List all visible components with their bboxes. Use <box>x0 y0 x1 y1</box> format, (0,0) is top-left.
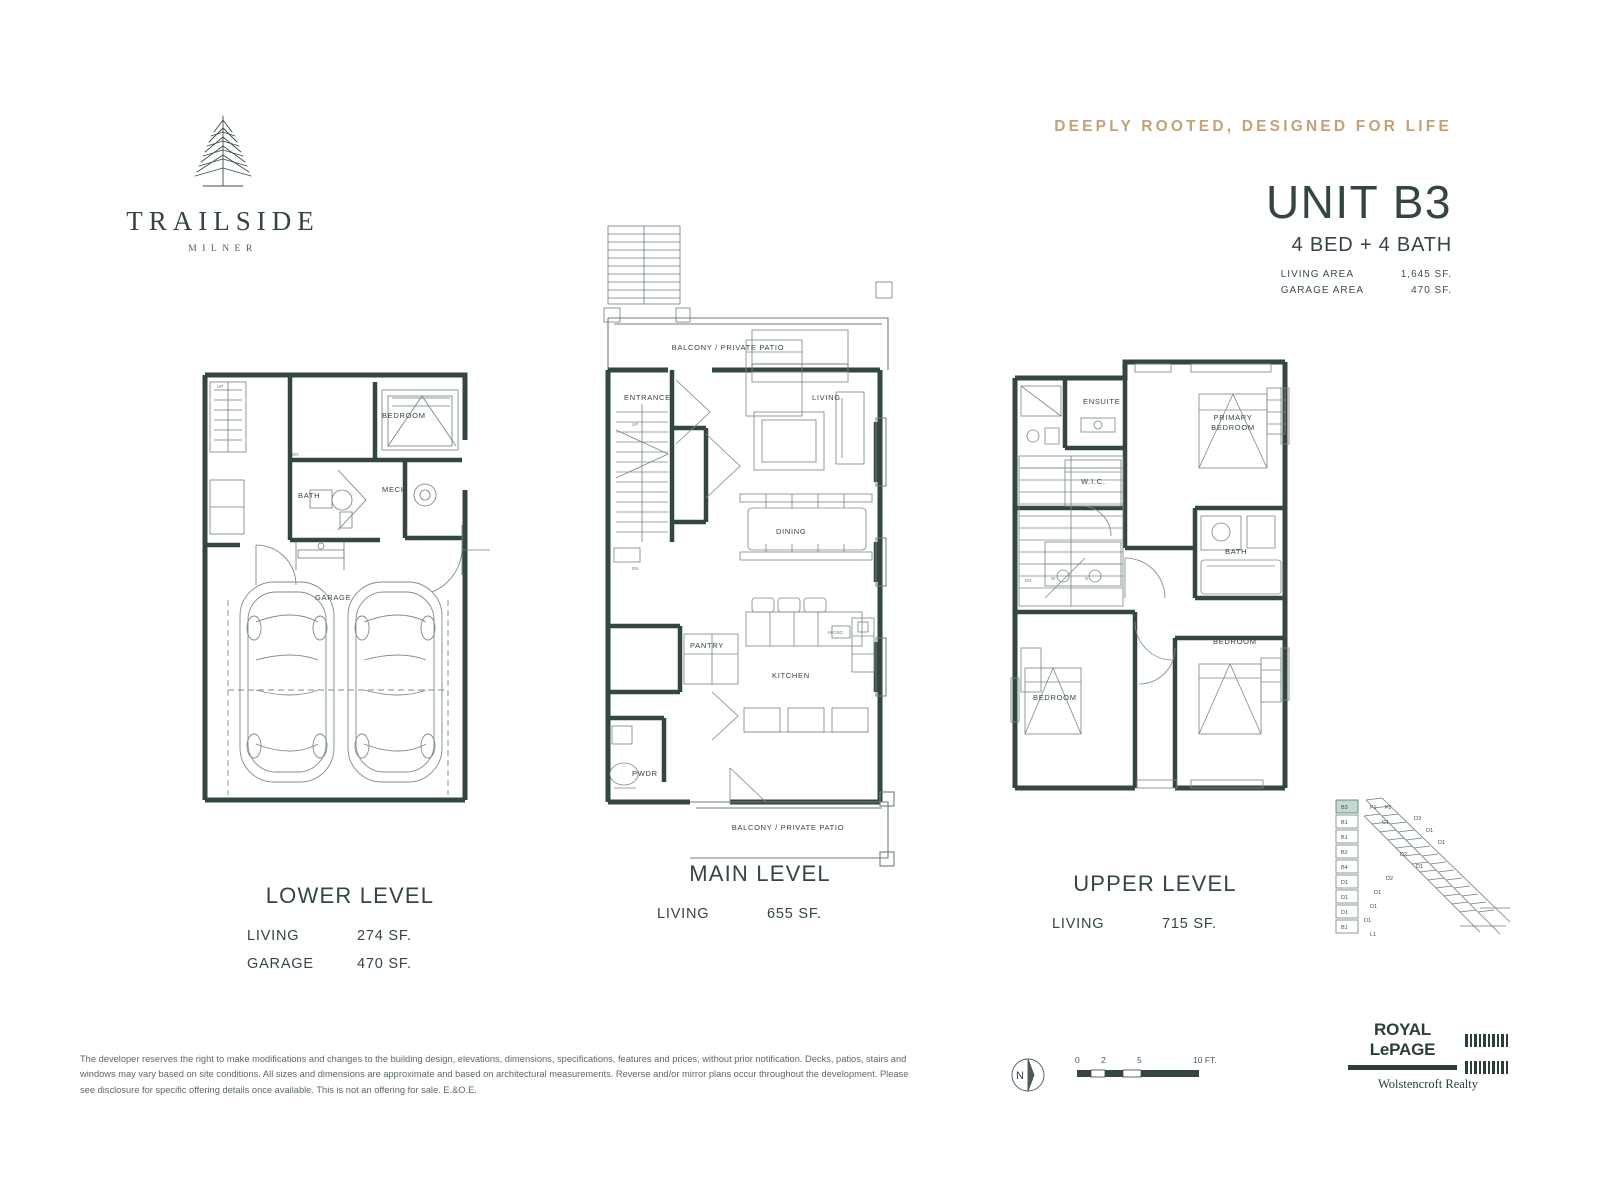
svg-text:D1: D1 <box>1438 840 1446 846</box>
svg-text:D2: D2 <box>1386 876 1394 882</box>
room-label-entrance: ENTRANCE <box>624 393 671 402</box>
room-label-balcony-top: BALCONY / PRIVATE PATIO <box>671 343 785 352</box>
svg-text:B2: B2 <box>1341 850 1348 856</box>
room-label-bedroom-left: BEDROOM <box>1033 693 1077 702</box>
upper-level-caption <box>985 871 1325 939</box>
brokerage-logo <box>1348 1020 1508 1092</box>
svg-text:L1: L1 <box>1370 932 1377 938</box>
brand-name: TRAILSIDE <box>126 206 320 236</box>
stat-label: LIVING <box>247 928 300 944</box>
svg-text:UP: UP <box>632 422 639 427</box>
room-label-ensuite: ENSUITE <box>1083 397 1121 406</box>
brokerage-subtitle: Wolstencroft Realty <box>1377 1077 1478 1091</box>
room-label-primary: PRIMARY <box>1213 413 1253 422</box>
svg-text:B3: B3 <box>1341 805 1348 811</box>
brokerage-name: ROYAL LePAGE <box>1369 1020 1436 1059</box>
svg-text:D1: D1 <box>1364 918 1372 924</box>
stat-label: GARAGE <box>247 955 314 972</box>
brokerage-bars-icon <box>1465 1034 1508 1047</box>
area-summary <box>1281 267 1452 298</box>
room-label-bedroom-right: BEDROOM <box>1213 637 1257 646</box>
plan-lower-level <box>170 360 530 978</box>
svg-text:MICRO: MICRO <box>828 630 843 635</box>
brand-subtitle: MILNER <box>188 244 258 254</box>
room-label-bath: BATH <box>1225 547 1248 556</box>
area-label: LIVING AREA <box>1280 269 1354 281</box>
upper-level-drawing <box>985 348 1325 818</box>
compass-label: N <box>1016 1070 1024 1082</box>
lower-level-caption <box>170 883 530 978</box>
lower-level-drawing <box>170 360 530 820</box>
scale-bar-graphic <box>1075 1067 1225 1081</box>
main-level-caption <box>580 861 940 929</box>
svg-text:D1: D1 <box>1341 895 1349 901</box>
svg-text:D1: D1 <box>1370 904 1378 910</box>
lower-level-stat <box>170 923 530 951</box>
upper-level-title: UPPER LEVEL <box>1073 871 1237 896</box>
area-label: GARAGE AREA <box>1280 284 1364 296</box>
scale-tick: 2 <box>1101 1055 1106 1065</box>
svg-text:B4: B4 <box>1341 865 1348 871</box>
svg-text:DN: DN <box>1025 578 1032 583</box>
main-level-title: MAIN LEVEL <box>689 861 831 886</box>
main-level-drawing <box>580 222 940 832</box>
svg-text:D1: D1 <box>1374 890 1382 896</box>
svg-text:DN: DN <box>292 452 299 457</box>
room-label-mech: MECH <box>382 485 407 494</box>
lower-level-stat <box>170 951 530 979</box>
main-level-stat <box>580 901 940 929</box>
stat-value: 274 SF. <box>357 928 412 944</box>
svg-text:B1: B1 <box>1341 835 1348 841</box>
svg-text:DN: DN <box>632 566 639 571</box>
room-label-wic: W.I.C. <box>1081 477 1106 486</box>
svg-text:F2: F2 <box>1385 805 1392 811</box>
stat-value: 470 SF. <box>357 955 412 972</box>
compass-icon <box>1005 1052 1051 1098</box>
page-title: UNIT B3 <box>1265 176 1452 228</box>
scale-tick: 0 <box>1075 1055 1080 1065</box>
room-label-balcony-bottom: BALCONY / PRIVATE PATIO <box>731 823 845 832</box>
svg-text:B1: B1 <box>1341 820 1348 826</box>
brokerage-bars-icon-2 <box>1465 1061 1508 1074</box>
svg-text:D3: D3 <box>1414 816 1422 822</box>
room-label-pantry: PANTRY <box>690 641 724 650</box>
stat-label: LIVING <box>1052 916 1105 932</box>
area-row <box>1281 283 1452 299</box>
svg-text:C1: C1 <box>1382 820 1390 826</box>
svg-text:D1: D1 <box>1426 828 1434 834</box>
svg-text:B1: B1 <box>1341 925 1348 931</box>
svg-text:F1: F1 <box>1370 805 1377 811</box>
unit-info <box>1266 178 1452 298</box>
plan-main-level <box>580 222 940 929</box>
area-value: 470 SF. <box>1411 284 1452 296</box>
room-label-kitchen: KITCHEN <box>772 671 810 680</box>
svg-text:D1: D1 <box>1341 880 1349 886</box>
area-value: 1,645 SF. <box>1400 269 1452 281</box>
scale-tick: 5 <box>1137 1055 1142 1065</box>
area-row <box>1281 267 1452 283</box>
stat-value: 655 SF. <box>767 906 822 922</box>
room-label-bedroom: BEDROOM <box>382 411 426 420</box>
room-label-pwdr: PWDR <box>632 769 658 778</box>
tagline: DEEPLY ROOTED, DESIGNED FOR LIFE <box>1054 118 1452 135</box>
room-label-living: LIVING <box>812 393 841 402</box>
disclaimer-text: The developer reserves the right to make modifications and changes to the building design, elevations, dimensions, specifications, features and prices, without prior notification. Decks, patios, stairs and windows may vary based on site conditions. All sizes and dimensions are approximate and based on architectural measurements. Reverse and/or mirror plans occur throughout the development. Please see disclosure for specific offering details once available. This is not an offering for sale. E.&O.E. <box>80 1054 909 1095</box>
svg-text:UP: UP <box>217 384 224 389</box>
stat-value: 715 SF. <box>1162 916 1217 932</box>
room-label-dining: DINING <box>776 527 807 536</box>
room-label-bath: BATH <box>298 491 321 500</box>
svg-text:D2: D2 <box>1400 852 1408 858</box>
svg-text:D: D <box>1085 576 1089 581</box>
plan-upper-level <box>985 348 1325 939</box>
svg-text:D1: D1 <box>1341 910 1349 916</box>
room-label-garage: GARAGE <box>315 593 352 602</box>
svg-text:D1: D1 <box>1416 864 1424 870</box>
room-label-primary-2: BEDROOM <box>1211 423 1255 432</box>
scale-tick: 10 FT. <box>1193 1055 1217 1065</box>
scale-bar <box>1075 1055 1225 1086</box>
stat-label: LIVING <box>657 906 710 922</box>
brand-logo <box>78 110 368 254</box>
site-key-plan[interactable] <box>1330 798 1510 948</box>
upper-level-stat <box>985 911 1325 939</box>
pine-tree-icon <box>181 110 265 196</box>
beds-baths: 4 BED + 4 BATH <box>1291 234 1452 257</box>
svg-text:W: W <box>1051 576 1056 581</box>
lower-level-title: LOWER LEVEL <box>265 883 435 908</box>
